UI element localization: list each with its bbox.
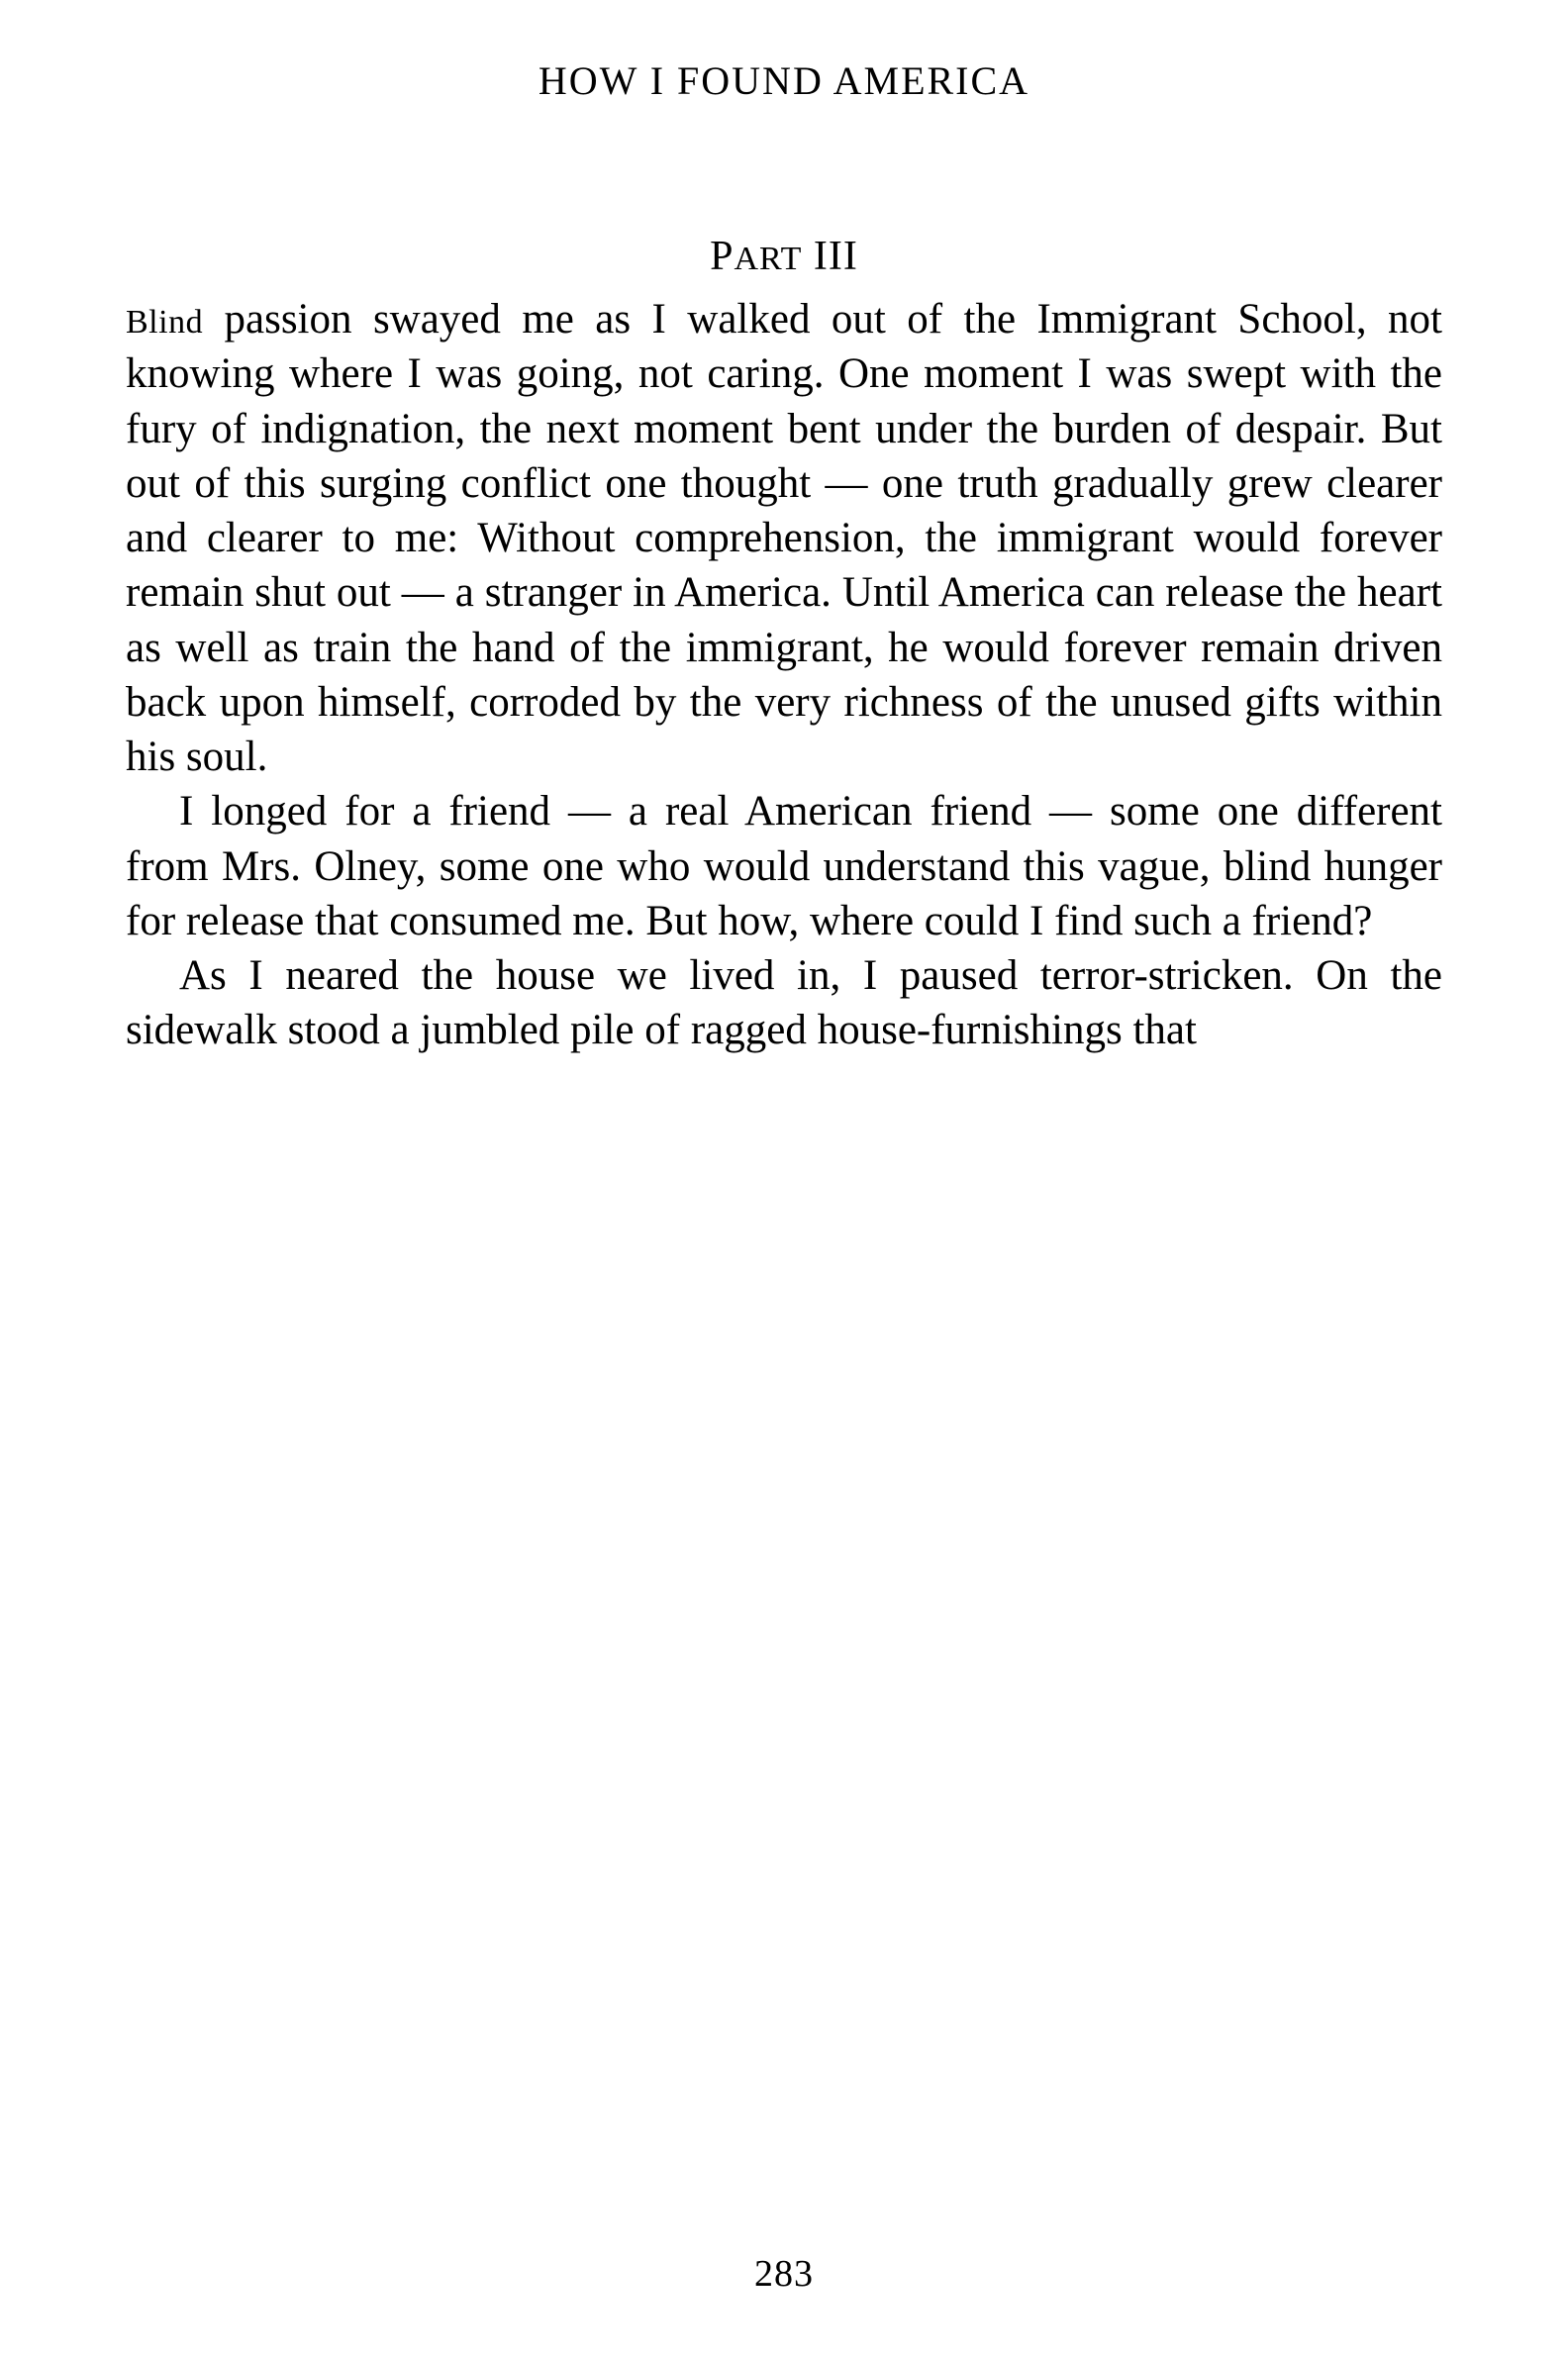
section-title	[0, 233, 1568, 280]
body-text-column	[126, 292, 1442, 1058]
paragraph-3: As I neared the house we lived in, I paused terror-stricken. On the sidewalk stood a jumbled pile of ragged house-furnishings that	[126, 952, 1442, 1054]
paragraph-2: I longed for a friend — a real American friend — some one different from Mrs. Olney, some one who would understand this vague, blind hunger for release that consumed me. But how, where could I find such a friend?	[126, 788, 1442, 944]
section-title-initial: P	[710, 234, 735, 279]
paragraph-1	[126, 292, 1442, 784]
section-title-smallcaps: ART	[734, 241, 803, 277]
section-title-number: III	[802, 234, 858, 279]
paragraph-1-leadin: Blind	[126, 304, 204, 341]
paragraph-1-text: passion swayed me as I walked out of the Immigrant School, not knowing where I was going, not caring. One moment I was swept with the fury of indignation, the next moment bent under the burden of despair. But out of this surging conflict one thought — one truth gradually grew clearer and clearer to me: Without comprehension, the immigrant would forever remain shut out — a stranger in America. Until America can release the heart as well as train the hand of the immigrant, he would forever remain driven back upon himself, corroded by the very richness of the unused gifts within his soul.	[126, 296, 1442, 780]
book-page	[0, 57, 1568, 2359]
running-head: HOW I FOUND AMERICA	[538, 58, 1030, 103]
page-number: 283	[754, 2253, 814, 2295]
